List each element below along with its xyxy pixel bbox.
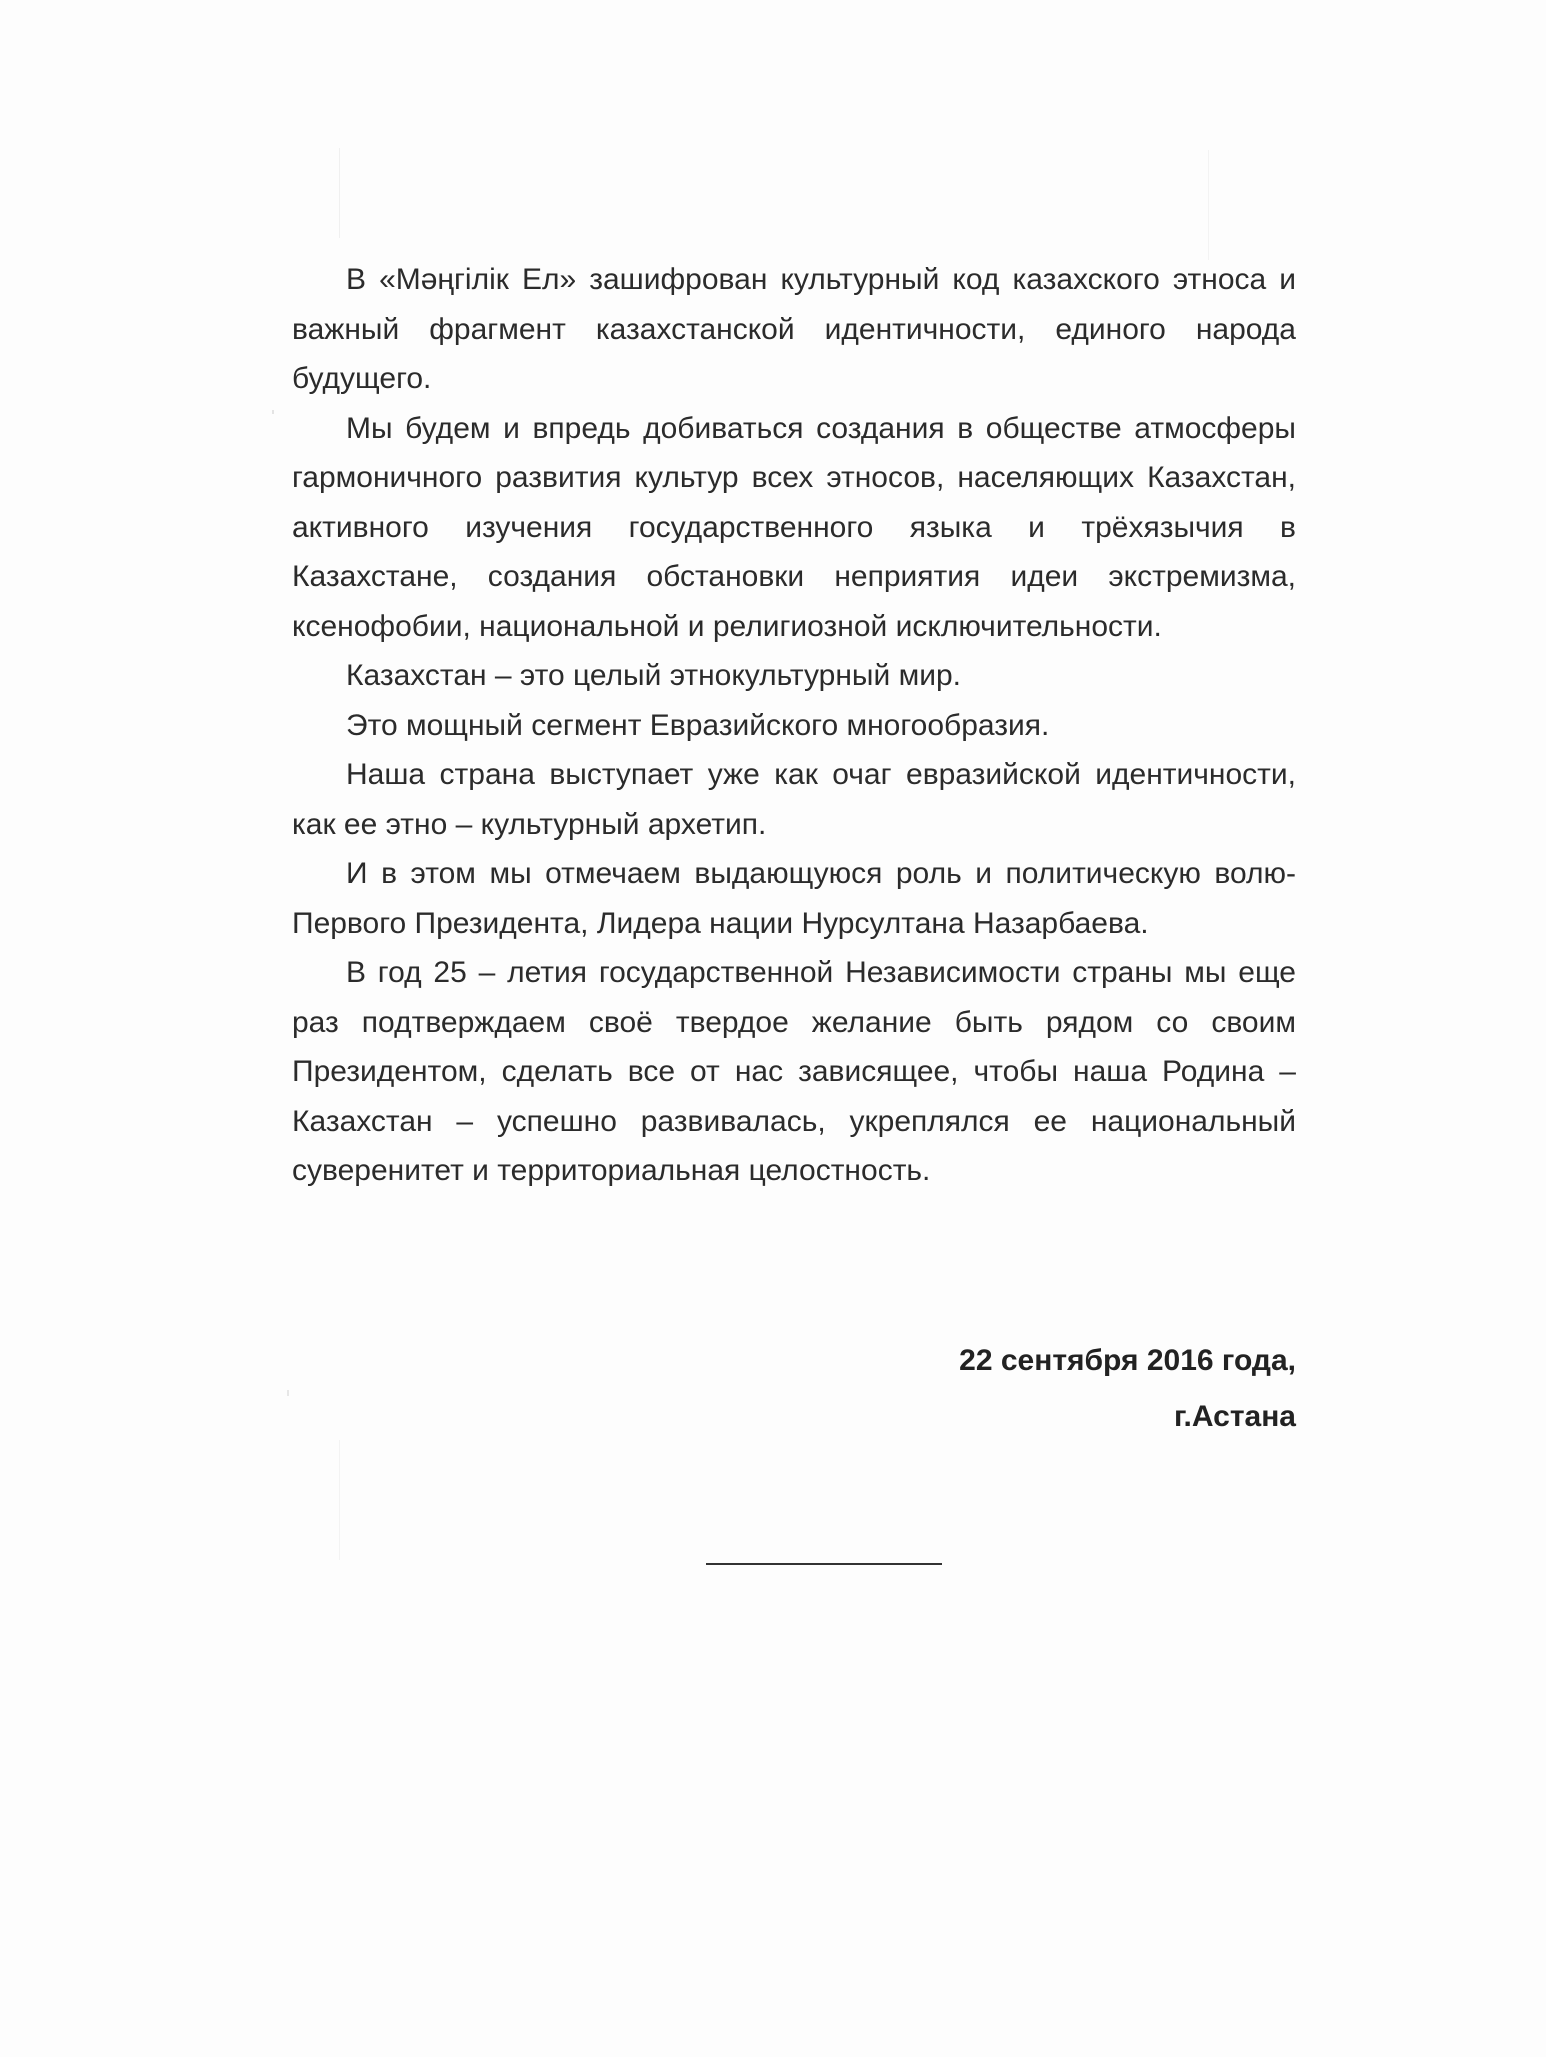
paragraph: Казахстан – это целый этнокультурный мир.: [346, 659, 961, 692]
scan-artifact: [339, 1440, 340, 1560]
paragraph: И в этом мы отмечаем выдающуюся роль и политическую волю- Первого Президента, Лидера нации Нурсултана Назарбаева.: [292, 857, 1296, 940]
scan-artifact: [272, 410, 274, 414]
signature-block: [959, 1333, 1296, 1445]
paragraph: Наша страна выступает уже как очаг евразийской идентичности, как ее этно – культурный архетип.: [292, 758, 1296, 841]
paragraph: Мы будем и впредь добиваться создания в обществе атмосферы гармоничного развития культур всех этносов, населяющих Казахстан, активного изучения государственного языка и трёхязычия в Казахстане, создания обстановки неприятия идеи экстремизма, ксенофобии, национальной и религиозной исключительности.: [292, 411, 1296, 643]
paragraph: Это мощный сегмент Евразийского многообразия.: [346, 708, 1050, 742]
letter-body: [292, 255, 1296, 1196]
scan-artifact: [339, 148, 340, 238]
signature-place: г.Астана: [1174, 1400, 1296, 1433]
scan-artifact: [287, 1390, 289, 1396]
end-of-document-line: [706, 1563, 942, 1565]
scan-artifact: [1208, 150, 1209, 260]
signature-date: 22 сентября 2016 года,: [959, 1344, 1296, 1377]
paragraph: В год 25 – летия государственной Независимости страны мы еще раз подтверждаем своё твердое желание быть рядом со своим Президентом, сделать все от нас зависящее, чтобы наша Родина – Казахстан – успешно развивалась, укреплялся ее национальный суверенитет и территориальная целостность.: [292, 956, 1296, 1187]
paragraph: В «Мәңгілік Ел» зашифрован культурный код казахского этноса и важный фрагмент казахстанской идентичности, единого народа будущего.: [292, 263, 1296, 395]
